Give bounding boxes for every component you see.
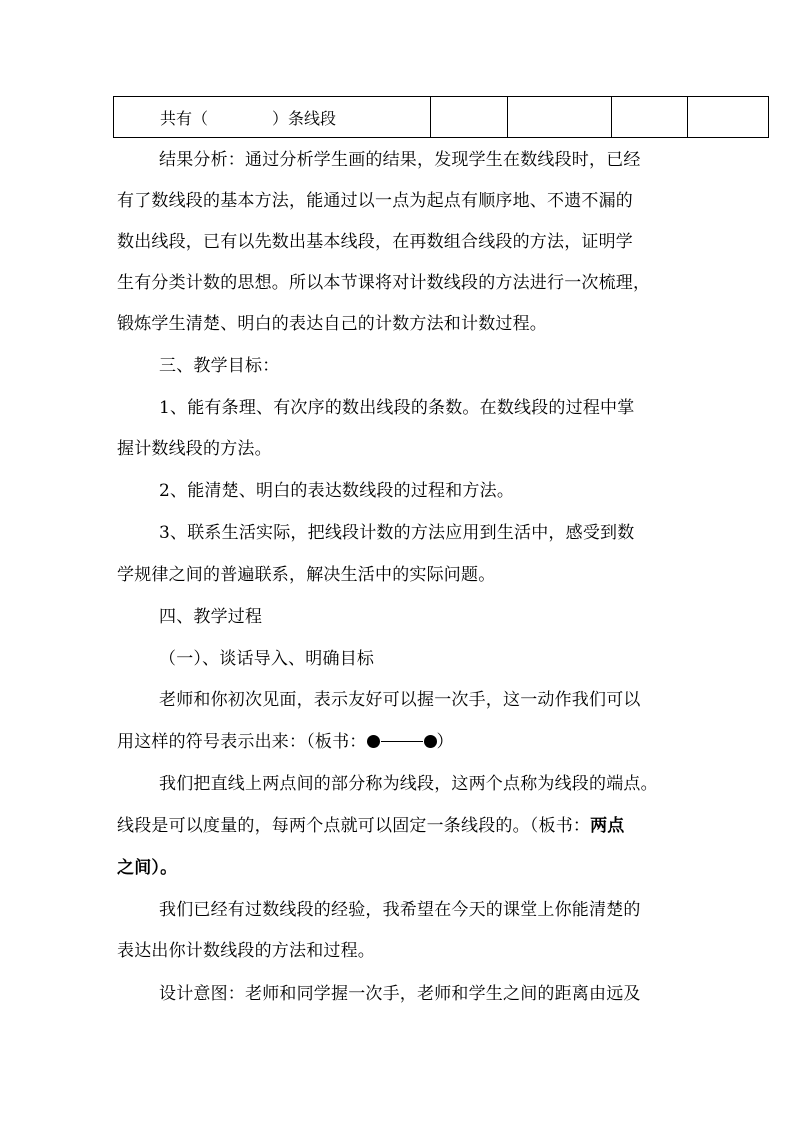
text-line: 我们已经有过数线段的经验，我希望在今天的课堂上你能清楚的 — [159, 900, 641, 920]
symbol-line-suffix: ） — [436, 732, 454, 752]
endpoint-dot-icon — [424, 735, 437, 748]
text-line: 生有分类计数的思想。所以本节课将对计数线段的方法进行一次梳理， — [117, 273, 651, 293]
text-line: 1、能有条理、有次序的数出线段的条数。在数线段的过程中掌 — [159, 398, 635, 418]
text-line: 设计意图：老师和同学握一次手，老师和学生之间的距离由远及 — [159, 984, 641, 1004]
text-line-bold: 两点 — [590, 816, 625, 836]
text-line — [117, 815, 625, 837]
text-line: 有了数线段的基本方法，能通过以一点为起点有顺序地、不遗不漏的 — [117, 191, 633, 211]
table-empty-cell-3 — [612, 97, 688, 138]
text-line: 2、能清楚、明白的表达数线段的过程和方法。 — [159, 481, 515, 501]
endpoint-dot-icon — [367, 735, 380, 748]
text-line: 锻炼学生清楚、明白的表达自己的计数方法和计数过程。 — [117, 314, 547, 334]
text-line: 结果分析：通过分析学生画的结果，发现学生在数线段时，已经 — [159, 150, 641, 170]
text-line: 握计数线段的方法。 — [117, 439, 272, 459]
symbol-line-prefix: 用这样的符号表示出来：（板书： — [117, 732, 367, 752]
table-empty-cell-4 — [688, 97, 769, 138]
text-line: 表达出你计数线段的方法和过程。 — [117, 941, 375, 961]
text-line: 数出线段，已有以先数出基本线段，在再数组合线段的方法，证明学 — [117, 232, 633, 252]
table-label-left: 共有（ — [160, 108, 209, 128]
table-row — [114, 97, 769, 138]
table-label-cell — [114, 97, 431, 138]
section-heading: 四、教学过程 — [159, 607, 263, 627]
text-line: 3、联系生活实际，把线段计数的方法应用到生活中，感受到数 — [159, 523, 635, 543]
line-count-table — [113, 96, 769, 138]
table-empty-cell-1 — [431, 97, 508, 138]
table-empty-cell-2 — [508, 97, 612, 138]
section-heading: 三、教学目标： — [159, 356, 280, 376]
text-line-normal: 线段是可以度量的，每两个点就可以固定一条线段的。（板书： — [117, 816, 591, 836]
subsection-heading: （一）、谈话导入、明确目标 — [159, 649, 375, 669]
text-line: 老师和你初次见面，表示友好可以握一次手，这一动作我们可以 — [159, 690, 641, 710]
symbol-line — [117, 731, 454, 753]
text-line-bold: 之间）。 — [117, 858, 178, 878]
table-label-right: ）条线段 — [272, 108, 337, 128]
text-line: 学规律之间的普遍联系，解决生活中的实际问题。 — [117, 565, 496, 585]
segment-line-icon — [381, 741, 423, 742]
text-line: 我们把直线上两点间的部分称为线段，这两个点称为线段的端点。 — [159, 774, 658, 794]
